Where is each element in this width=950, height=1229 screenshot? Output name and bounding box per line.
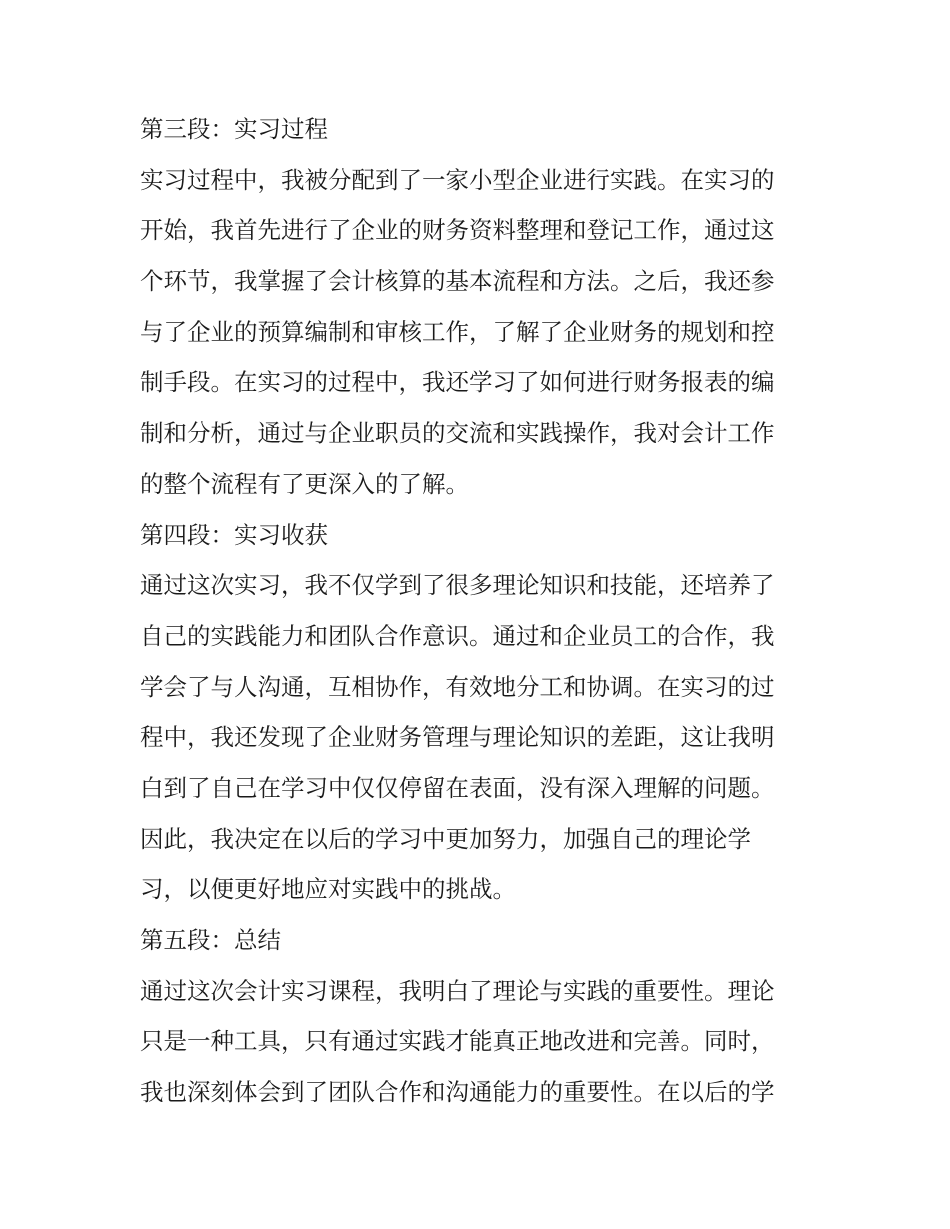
paragraph-line: 自己的实践能力和团队合作意识。通过和企业员工的合作，我 [140, 621, 775, 650]
paragraph-line: 通过这次实习，我不仅学到了很多理论知识和技能，还培养了 [140, 571, 775, 600]
paragraph-line: 程中，我还发现了企业财务管理与理论知识的差距，这让我明 [140, 723, 775, 752]
paragraph-line: 只是一种工具，只有通过实践才能真正地改进和完善。同时， [140, 1027, 775, 1056]
paragraph-line: 因此，我决定在以后的学习中更加努力，加强自己的理论学 [140, 824, 751, 853]
paragraph-line: 个环节，我掌握了会计核算的基本流程和方法。之后，我还参 [140, 267, 775, 296]
paragraph-line: 习，以便更好地应对实践中的挑战。 [140, 875, 516, 904]
document-body [140, 104, 820, 1118]
paragraph-line: 与了企业的预算编制和审核工作，了解了企业财务的规划和控 [140, 317, 775, 346]
paragraph-line: 实习过程中，我被分配到了一家小型企业进行实践。在实习的 [140, 165, 775, 194]
section-heading-5: 第五段：总结 [140, 926, 281, 954]
paragraph-line: 制手段。在实习的过程中，我还学习了如何进行财务报表的编 [140, 368, 775, 397]
paragraph-line: 开始，我首先进行了企业的财务资料整理和登记工作，通过这 [140, 216, 775, 245]
paragraph-line: 学会了与人沟通，互相协作，有效地分工和协调。在实习的过 [140, 672, 775, 701]
paragraph-line: 制和分析，通过与企业职员的交流和实践操作，我对会计工作 [140, 419, 775, 448]
paragraph-line: 的整个流程有了更深入的了解。 [140, 469, 469, 498]
paragraph-line: 通过这次会计实习课程，我明白了理论与实践的重要性。理论 [140, 976, 775, 1005]
paragraph-line: 白到了自己在学习中仅仅停留在表面，没有深入理解的问题。 [140, 773, 775, 802]
paragraph-line: 我也深刻体会到了团队合作和沟通能力的重要性。在以后的学 [140, 1078, 775, 1107]
section-heading-4: 第四段：实习收获 [140, 520, 328, 549]
section-heading-3: 第三段：实习过程 [140, 115, 328, 143]
